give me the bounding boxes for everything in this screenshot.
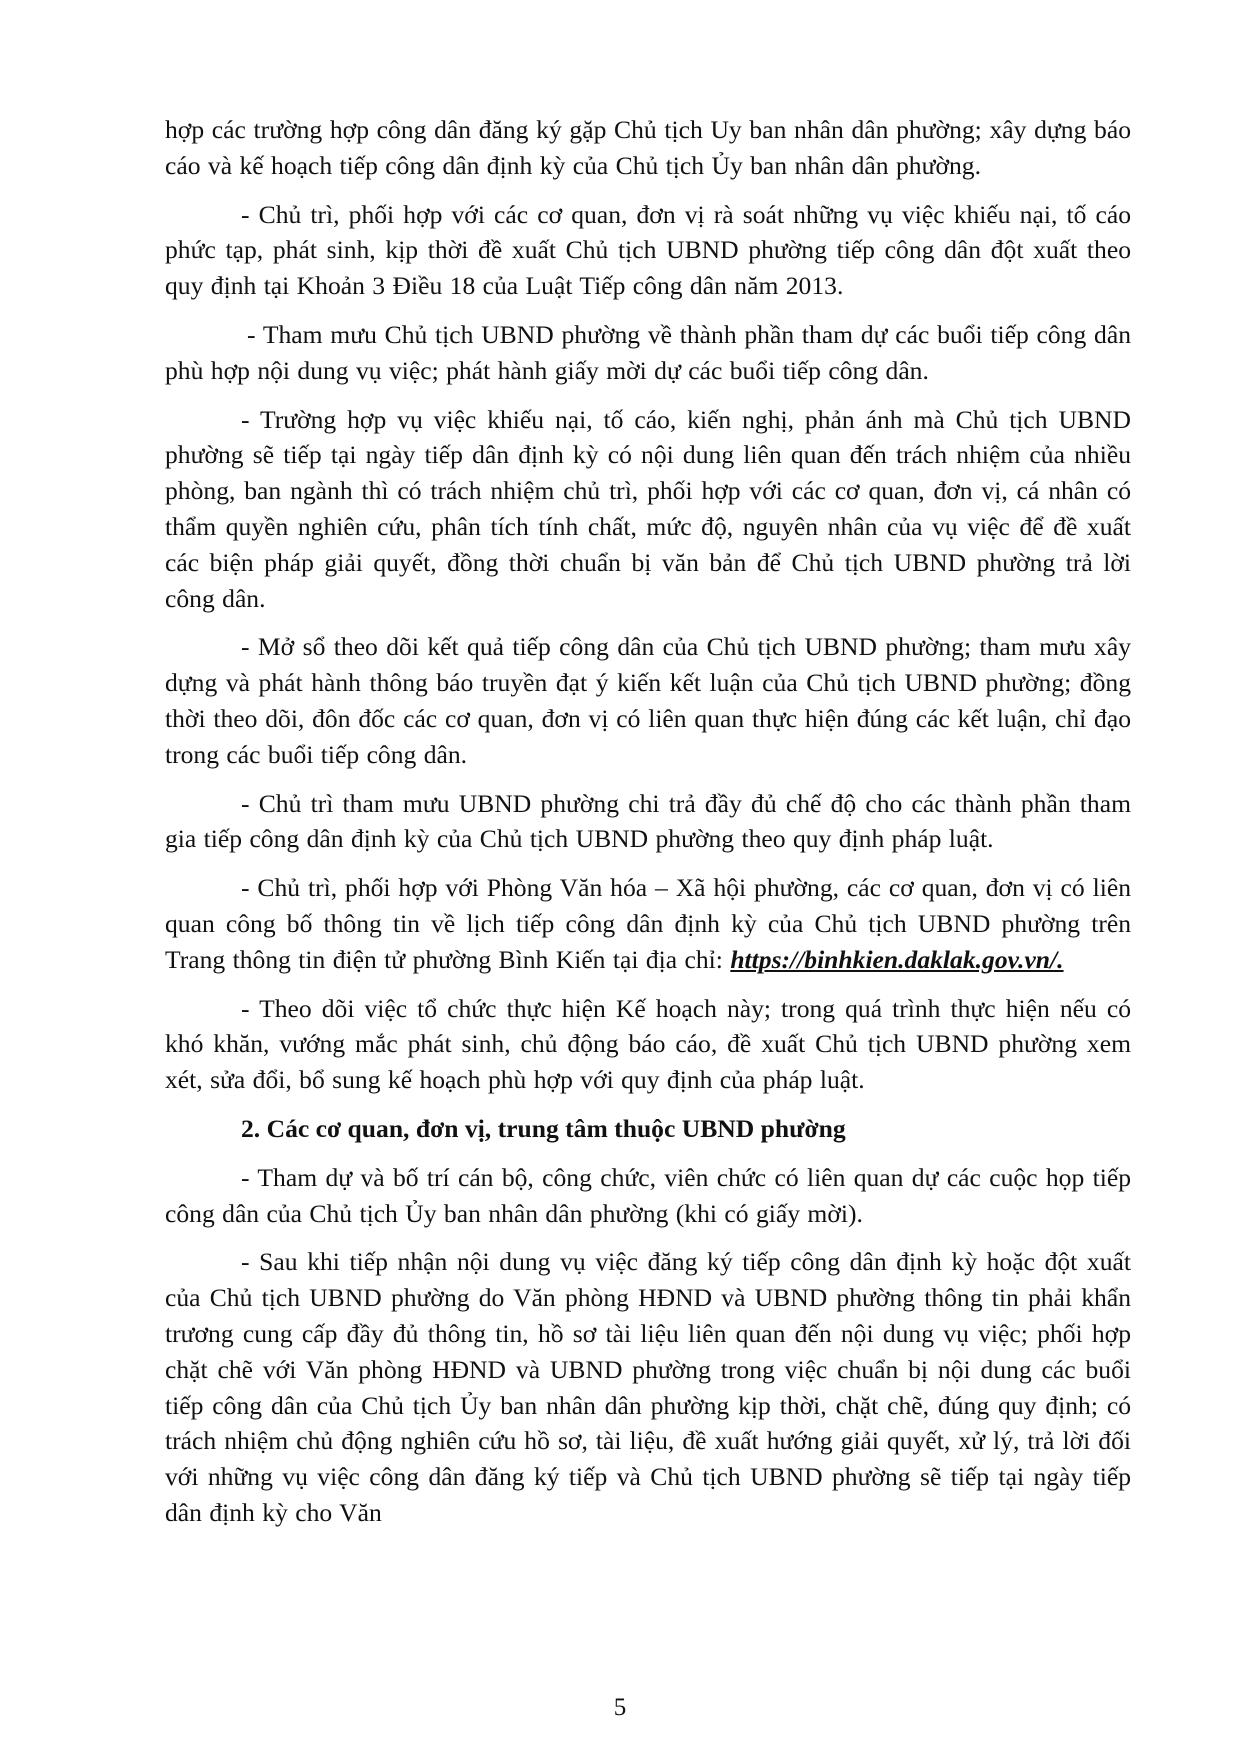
paragraph-review-complaints: - Chủ trì, phối hợp với các cơ quan, đơn vị rà soát những vụ việc khiếu nại, tố cáo phức tạp, phát sinh, kịp thời đề xuất Chủ tịch UBND phường tiếp công dân đột xuất theo quy định tại Khoản 3 Điều 18 của Luật Tiếp công dân năm 2013. xyxy=(165,199,1131,301)
paragraph-provide-information: - Sau khi tiếp nhận nội dung vụ việc đăng ký tiếp công dân định kỳ hoặc đột xuất của Chủ tịch UBND phường do Văn phòng HĐND và UBND phường thông tin phải khẩn trương cung cấp đầy đủ thông tin, hồ sơ tài liệu liên quan đến nội dung vụ việc; phối hợp chặt chẽ với Văn phòng HĐND và UBND phường trong việc chuẩn bị nội dung các buổi tiếp công dân của Chủ tịch Ủy ban nhân dân phường kịp thời, chặt chẽ, đúng quy định; có trách nhiệm chủ động nghiên cứu hồ sơ, tài liệu, đề xuất hướng giải quyết, xử lý, trả lời đối với những vụ việc công dân đăng ký tiếp và Chủ tịch UBND phường sẽ tiếp tại ngày tiếp dân định kỳ cho Văn xyxy=(165,1247,1131,1527)
paragraph-monitor-implementation: - Theo dõi việc tổ chức thực hiện Kế hoạch này; trong quá trình thực hiện nếu có khó khăn, vướng mắc phát sinh, chủ động báo cáo, đề xuất Chủ tịch UBND phường xem xét, sửa đổi, bổ sung kế hoạch phù hợp với quy định của pháp luật. xyxy=(165,993,1131,1095)
publish-schedule-text: - Chủ trì, phối hợp với Phòng Văn hóa – Xã hội phường, các cơ quan, đơn vị có liên quan công bố thông tin về lịch tiếp công dân định kỳ của Chủ tịch UBND phường trên Trang thông tin điện tử phường Bình Kiến tại địa chỉ: xyxy=(165,873,1131,974)
paragraph-continuation: hợp các trường hợp công dân đăng ký gặp Chủ tịch Uy ban nhân dân phường; xây dựng báo cáo và kế hoạch tiếp công dân định kỳ của Chủ tịch Ủy ban nhân dân phường. xyxy=(165,115,1131,180)
document-body xyxy=(165,112,1131,1544)
paragraph-publish-schedule xyxy=(165,870,1131,977)
page-number: 5 xyxy=(613,1694,627,1721)
paragraph-advise-composition: - Tham mưu Chủ tịch UBND phường về thành phần tham dự các buổi tiếp công dân phù hợp nội dung vụ việc; phát hành giấy mời dự các buổi tiếp công dân. xyxy=(165,319,1131,385)
website-link[interactable]: https://binhkien.daklak.gov.vn/. xyxy=(730,944,1064,974)
paragraph-multi-department-cases: - Trường hợp vụ việc khiếu nại, tố cáo, kiến nghị, phản ánh mà Chủ tịch UBND phường sẽ tiếp tại ngày tiếp dân định kỳ có nội dung liên quan đến trách nhiệm của nhiều phòng, ban ngành thì có trách nhiệm chủ trì, phối hợp với các cơ quan, đơn vị, cá nhân có thẩm quyền nghiên cứu, phân tích tính chất, mức độ, nguyên nhân của vụ việc để đề xuất các biện pháp giải quyết, đồng thời chuẩn bị văn bản để Chủ tịch UBND phường trả lời công dân. xyxy=(165,404,1131,613)
paragraph-allowance: - Chủ trì tham mưu UBND phường chi trả đầy đủ chế độ cho các thành phần tham gia tiếp công dân định kỳ của Chủ tịch UBND phường theo quy định pháp luật. xyxy=(165,788,1131,854)
section-heading-2: 2. Các cơ quan, đơn vị, trung tâm thuộc UBND phường xyxy=(241,1113,846,1143)
paragraph-tracking-book: - Mở sổ theo dõi kết quả tiếp công dân của Chủ tịch UBND phường; tham mưu xây dựng và phát hành thông báo truyền đạt ý kiến kết luận của Chủ tịch UBND phường; đồng thời theo dõi, đôn đốc các cơ quan, đơn vị có liên quan thực hiện đúng các kết luận, chỉ đạo trong các buổi tiếp công dân. xyxy=(165,632,1131,769)
paragraph-attend-meetings: - Tham dự và bố trí cán bộ, công chức, viên chức có liên quan dự các cuộc họp tiếp công dân của Chủ tịch Ủy ban nhân dân phường (khi có giấy mời). xyxy=(165,1162,1131,1228)
